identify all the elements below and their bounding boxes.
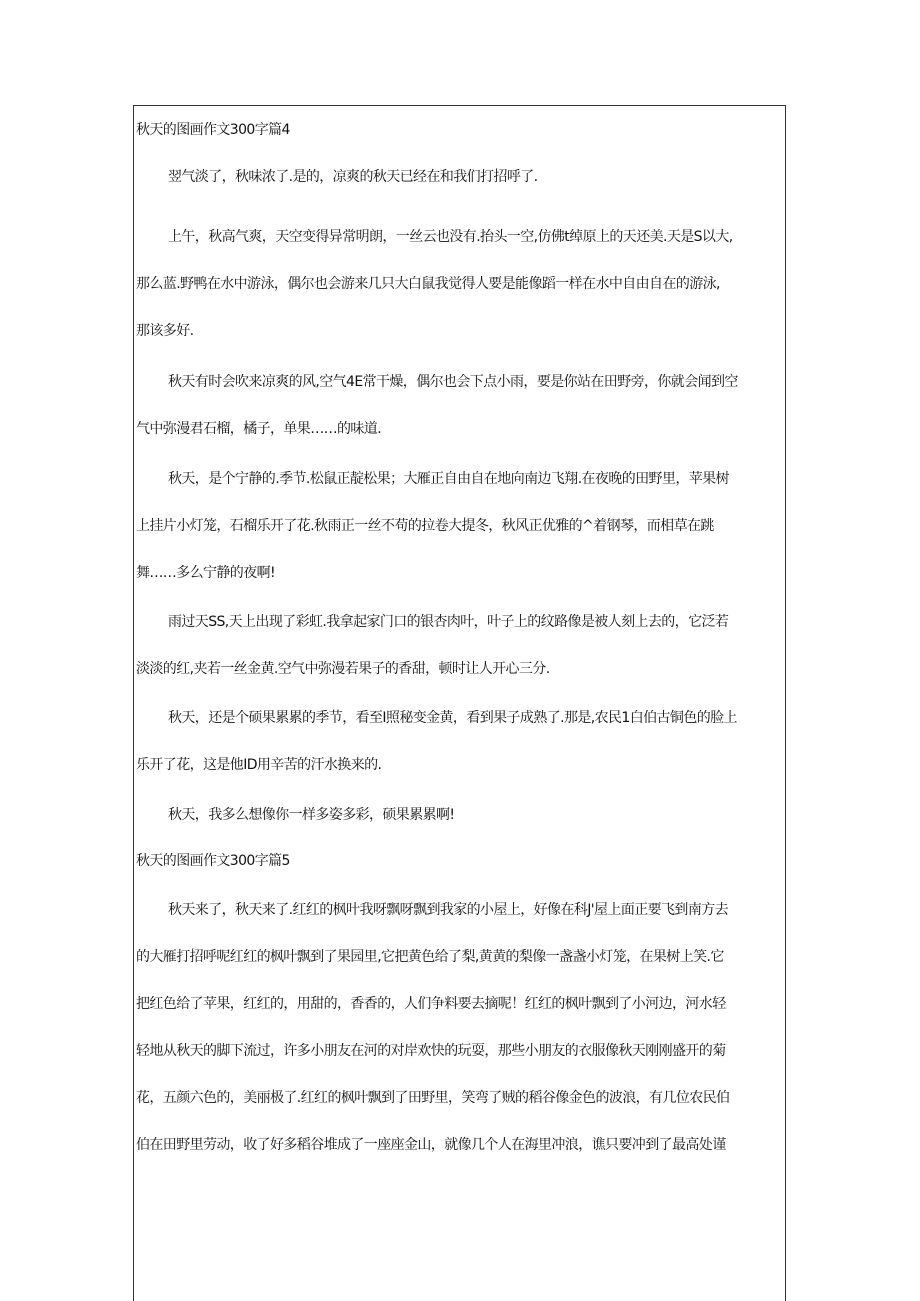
paragraph-line: 舞……多么宁静的夜啊!	[136, 565, 276, 581]
paragraph-line: 的大雁打招呼呢红红的枫叶飘到了果园里,它把黄色给了梨,黄黄的梨像一盏盏小灯笼，在果树上笑.它	[136, 949, 724, 965]
paragraph-line: 秋天，是个宁静的.季节.松鼠正靛松果；大雁正自由自在地向南边飞翔.在夜晚的田野里，苹果树	[168, 471, 729, 487]
paragraph-line: 上午，秋高气爽，天空变得异常明朗，一丝云也没有.抬头一空,仿佛t绰原上的天还美.天是S以大,	[168, 229, 733, 245]
paragraph-line: 翌气淡了，秋味浓了.是的，凉爽的秋天已经在和我们打招呼了.	[168, 169, 538, 185]
paragraph-line: 那么蓝.野鸭在水中游泳，偶尔也会游来几只大白鼠我觉得人要是能像蹈一样在水中自由自在的游泳,	[136, 276, 720, 292]
paragraph-line: 那该多好.	[136, 323, 194, 339]
paragraph-line: 秋天，还是个硕果累累的季节，看至Ⅰ照秘变金黄，看到果子成熟了.那是,农民1白伯古铜色的脸上	[168, 710, 737, 726]
paragraph-line: 上挂片小灯笼，石榴乐开了花.秋雨正一丝不苟的拉卷大提冬，秋风正优雅的^着钢琴，而相草在跳	[136, 518, 714, 534]
paragraph-line: 秋天来了，秋天来了.红红的枫叶我呀飘呀飘到我家的小屋上，好像在科J'屋上面正要飞到南方去	[168, 902, 729, 918]
paragraph-line: 乐开了花，这是他ID用辛苦的汗水换来的.	[136, 757, 382, 773]
paragraph-line: 雨过天SS,天上出现了彩虹.我拿起家门口的银杏肉叶，叶子上的纹路像是被人刻上去的，它泛若	[168, 614, 729, 630]
paragraph-line: 伯在田野里劳动，收了好多稻谷堆成了一座座金山，就像几个人在海里冲浪，谯只要冲到了最高处谨	[136, 1137, 726, 1153]
section-heading: 秋天的图画作文300字篇4	[136, 122, 290, 138]
paragraph-line: 把红色给了苹果，红红的，用甜的，香香的，人们争料要去摘呢！红红的枫叶飘到了小河边，河水轻	[136, 996, 726, 1012]
paragraph-line: 气中弥漫君石榴，橘子，单果……的味道.	[136, 421, 382, 437]
paragraph-line: 轻地从秋天的脚下流过，许多小朋友在河的对岸欢快的玩耍，那些小朋友的衣服像秋天刚刚盛开的菊	[136, 1043, 726, 1059]
paragraph-line: 花，五颜六色的，美丽极了.红红的枫叶飘到了田野里，笑弯了贼的稻谷像金色的波浪，有几位农民伯	[136, 1090, 730, 1106]
paragraph-line: 淡淡的红,夹若一丝金黄.空气中弥漫若果子的香甜，顿时让人开心三分.	[136, 661, 550, 677]
section-heading: 秋天的图画作文300字篇5	[136, 853, 290, 869]
paragraph-line: 秋天有时会吹来凉爽的风,空气4E常干燥，偶尔也会下点小雨，要是你站在田野旁，你就会闻到空	[168, 374, 738, 390]
paragraph-line: 秋天，我多么想像你一样多姿多彩，硕果累累啊!	[168, 807, 455, 823]
